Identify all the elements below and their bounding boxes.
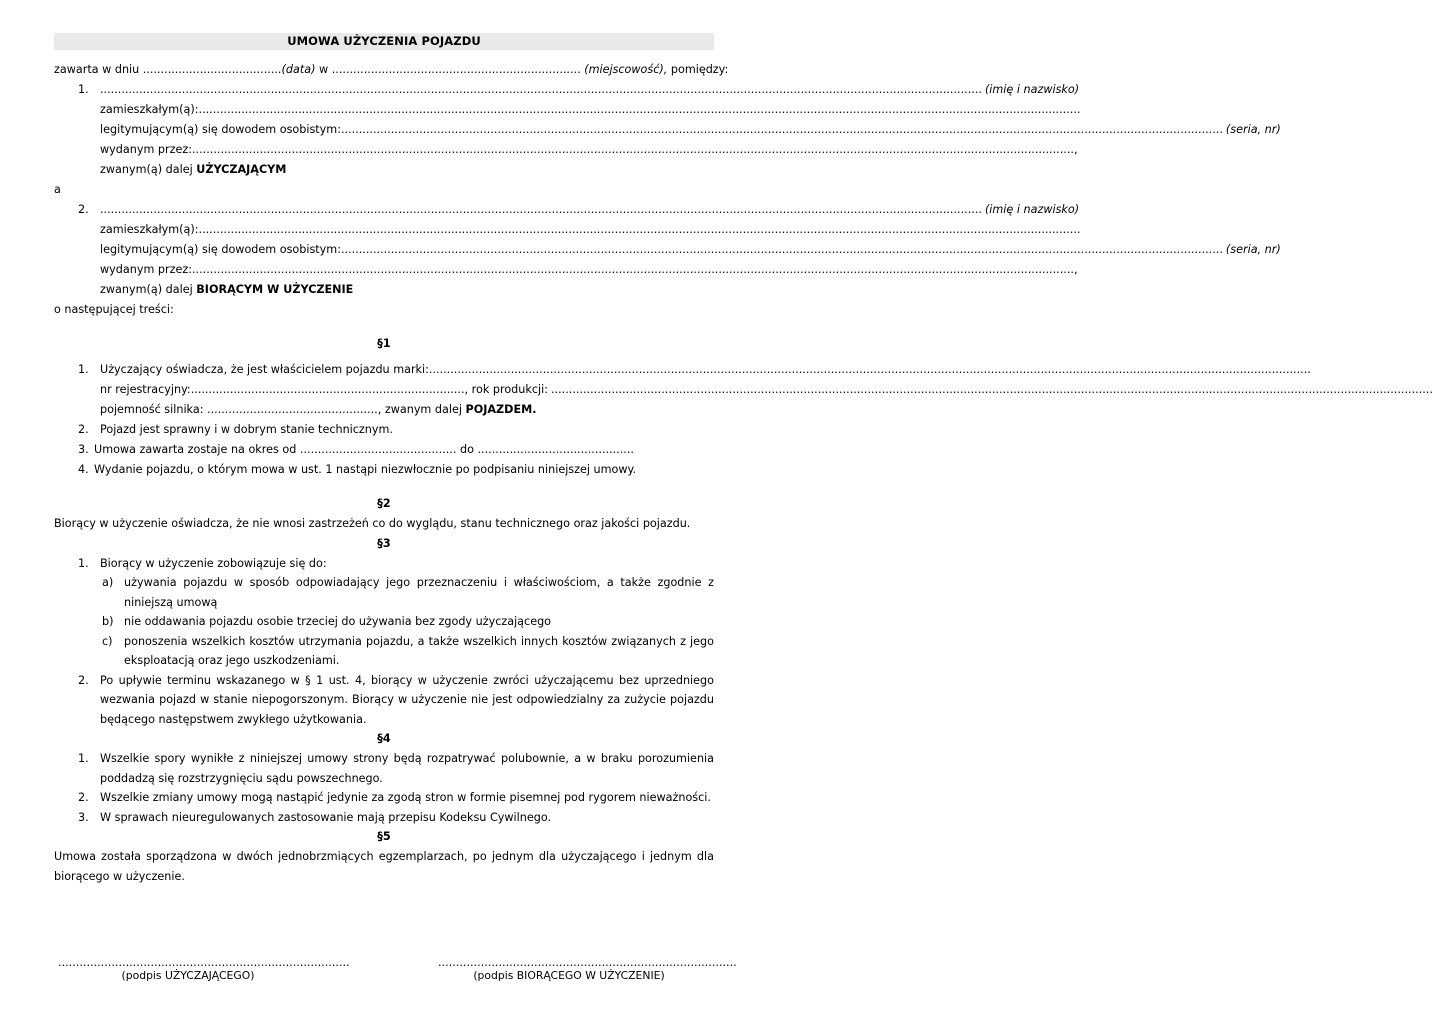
party2-issued-line: wydanym przez: ..... , (54, 260, 714, 280)
vehicle-term: POJAZDEM. (465, 403, 537, 416)
s1-item4-text: Wydanie pojazdu, o którym mowa w ust. 1 nastąpi niezwłocznie po podpisaniu niniejszej umowy. (94, 463, 637, 476)
party2-address-field (199, 220, 1081, 240)
intro-line (54, 60, 729, 80)
party1-address-label: zamieszkałym(ą): (100, 103, 199, 116)
s1-item1-line3 (54, 400, 714, 420)
section-4-heading: §4 (377, 732, 391, 745)
s1-item3-number: 3. (78, 443, 89, 456)
section-5-heading: §5 (377, 830, 391, 843)
s3-item2-number: 2. (78, 673, 89, 687)
intro-w: w (319, 63, 329, 76)
party1-address-field (199, 100, 1081, 120)
s5-text: Umowa została sporządzona w dwóch jednobrzmiących egzemplarzach, po jednym dla użyczającego i jednym dla biorącego w użyczenie. (54, 850, 714, 883)
engine-capacity-field: ................................................ (207, 403, 378, 416)
party2-role-line (54, 280, 714, 300)
party1-issued-label: wydanym przez: (100, 143, 192, 156)
party1-id-field (341, 120, 1223, 140)
date-field: ....................................... (142, 63, 282, 76)
party1-name-field (100, 80, 982, 100)
party2-name-label: (imię i nazwisko) (984, 203, 1080, 216)
engine-suffix: , zwanym dalej (377, 403, 462, 416)
signature-left-line: .................................................................................. (58, 956, 350, 969)
place-field: ...................................................................... (331, 63, 581, 76)
s4-item2 (54, 788, 714, 808)
vehicle-make-field (429, 360, 1311, 380)
s1-item4 (54, 460, 714, 480)
s3-item1-b-letter: b) (102, 615, 114, 628)
party2-address-label: zamieszkałym(ą): (100, 223, 199, 236)
s1-item2-number: 2. (78, 423, 89, 436)
s1-item2-text: Pojazd jest sprawny i w dobrym stanie technicznym. (100, 423, 393, 436)
party1-name-label: (imię i nazwisko) (984, 83, 1080, 96)
s3-item1-b-text: nie oddawania pojazdu osobie trzeciej do używania bez zgody użyczającego (124, 615, 552, 628)
section-2-heading: §2 (377, 497, 391, 510)
engine-capacity-label: pojemność silnika: (100, 403, 204, 416)
s1-item1-line2 (54, 380, 714, 400)
period-to-label: do (459, 443, 474, 456)
s1-item1-number: 1. (78, 363, 89, 376)
s4-item1 (54, 749, 714, 788)
party2-number: 2. (78, 203, 89, 216)
party2-id-suffix: (seria, nr) (1225, 243, 1281, 256)
signature-row (54, 956, 737, 996)
party1-id-label: legitymującym(ą) się dowodem osobistym: (100, 123, 341, 136)
s3-item1-c-text: ponoszenia wszelkich kosztów utrzymania pojazdu, a także wszelkich innych kosztów związanych z jego eksploatacją oraz jego uszkodzeniami. (124, 634, 714, 667)
intro-suffix: pomiędzy: (670, 63, 729, 76)
s4-item1-text: Wszelkie spory wynikłe z niniejszej umowy strony będą rozpatrywać polubownie, a w braku porozumienia poddadzą się rozstrzygnięciu sądu powszechnego. (100, 752, 714, 785)
signature-left-caption: (podpis UŻYCZAJĄCEGO) (121, 969, 255, 982)
party1-issued-field (192, 140, 1074, 160)
s4-item1-number: 1. (78, 752, 89, 765)
document-title: UMOWA UŻYCZENIA POJAZDU (54, 33, 714, 50)
period-to-field: ........................................... (477, 443, 631, 456)
s1-item1-line1 (54, 360, 714, 380)
s1-item3-text: Umowa zawarta zostaje na okres od (94, 443, 297, 456)
place-label: (miejscowość), (584, 63, 668, 76)
s3-item1-a-text: używania pojazdu w sposób odpowiadający jego przeznaczeniu i właściwościom, a także zgodnie z niniejszą umową (124, 576, 714, 609)
s1-item3-period: . (630, 443, 634, 456)
production-year-label: , rok produkcji: (464, 383, 548, 396)
s3-item1 (54, 554, 714, 574)
s3-item1-c (54, 632, 714, 671)
contract-page (54, 33, 1281, 886)
signature-right-line: .................................................................................... (438, 956, 737, 969)
party2-name-line (54, 200, 1080, 220)
party1-role-prefix: zwanym(ą) dalej (100, 163, 193, 176)
party2-issued-label: wydanym przez: (100, 263, 192, 276)
signature-right (438, 956, 737, 982)
party1-issued-line: wydanym przez: ..... , (54, 140, 714, 160)
party1-id-suffix: (seria, nr) (1225, 123, 1281, 136)
party2-name-field (100, 200, 982, 220)
s3-item1-number: 1. (78, 556, 89, 570)
intro-prefix: zawarta w dniu (54, 63, 140, 76)
party1-id-line (54, 120, 1281, 140)
party2-id-field (341, 240, 1223, 260)
s4-item2-text: Wszelkie zmiany umowy mogą nastąpić jedynie za zgodą stron w formie pisemnej pod rygorem nieważności. (100, 791, 711, 804)
signature-right-caption: (podpis BIORĄCEGO W UŻYCZENIE) (473, 969, 665, 982)
party1-number: 1. (78, 83, 89, 96)
s3-item1-c-letter: c) (102, 634, 113, 648)
s3-item1-text: Biorący w użyczenie zobowiązuje się do: (100, 556, 327, 570)
party2-role-prefix: zwanym(ą) dalej (100, 283, 193, 296)
party2-id-label: legitymującym(ą) się dowodem osobistym: (100, 243, 341, 256)
s1-item1-text: Użyczający oświadcza, że jest właścicielem pojazdu marki: (100, 363, 429, 376)
s1-item4-number: 4. (78, 463, 89, 476)
period-from-field: ............................................ (299, 443, 457, 456)
production-year-field (551, 380, 1433, 400)
s3-item1-a-letter: a) (102, 576, 114, 589)
party1-name-line (54, 80, 1080, 100)
section-1-heading: §1 (377, 337, 391, 350)
s3-item1-a (54, 573, 714, 612)
s4-item3 (54, 808, 714, 828)
section-3-heading: §3 (377, 536, 391, 550)
date-label: (data) (281, 63, 316, 76)
s1-item2 (54, 420, 714, 440)
s4-item3-text: W sprawach nieuregulowanych zastosowanie mają przepisu Kodeksu Cywilnego. (100, 810, 552, 824)
party2-role: BIORĄCYM W UŻYCZENIE (196, 283, 354, 296)
reg-number-label: nr rejestracyjny: (100, 383, 191, 396)
conjunction: a (54, 183, 61, 196)
party1-role: UŻYCZAJĄCYM (196, 163, 287, 176)
signature-left (58, 956, 350, 982)
s4-item3-number: 3. (78, 810, 89, 824)
s4-item2-number: 2. (78, 791, 89, 804)
s1-item3 (54, 440, 714, 460)
party1-role-line (54, 160, 714, 180)
party2-address-line (54, 220, 714, 240)
s2-text: Biorący w użyczenie oświadcza, że nie wnosi zastrzeżeń co do wyglądu, stanu technicznego oraz jakości pojazdu. (54, 517, 691, 530)
party2-issued-field (192, 260, 1074, 280)
content-intro: o następującej treści: (54, 303, 174, 316)
reg-number-field: ............................................................................. (190, 383, 465, 396)
party2-id-line (54, 240, 1281, 260)
s3-item1-b (54, 612, 714, 632)
party1-address-line (54, 100, 714, 120)
s3-item2-text: Po upływie terminu wskazanego w § 1 ust. 4, biorący w użyczenie zwróci użyczającemu bez uprzedniego wezwania pojazd w stanie niepogorszonym. Biorący w użyczenie nie jest odpowiedzialny za zużycie pojazdu będącego następstwem zwykłego użytkowania. (100, 673, 714, 726)
s3-item2 (54, 671, 714, 730)
